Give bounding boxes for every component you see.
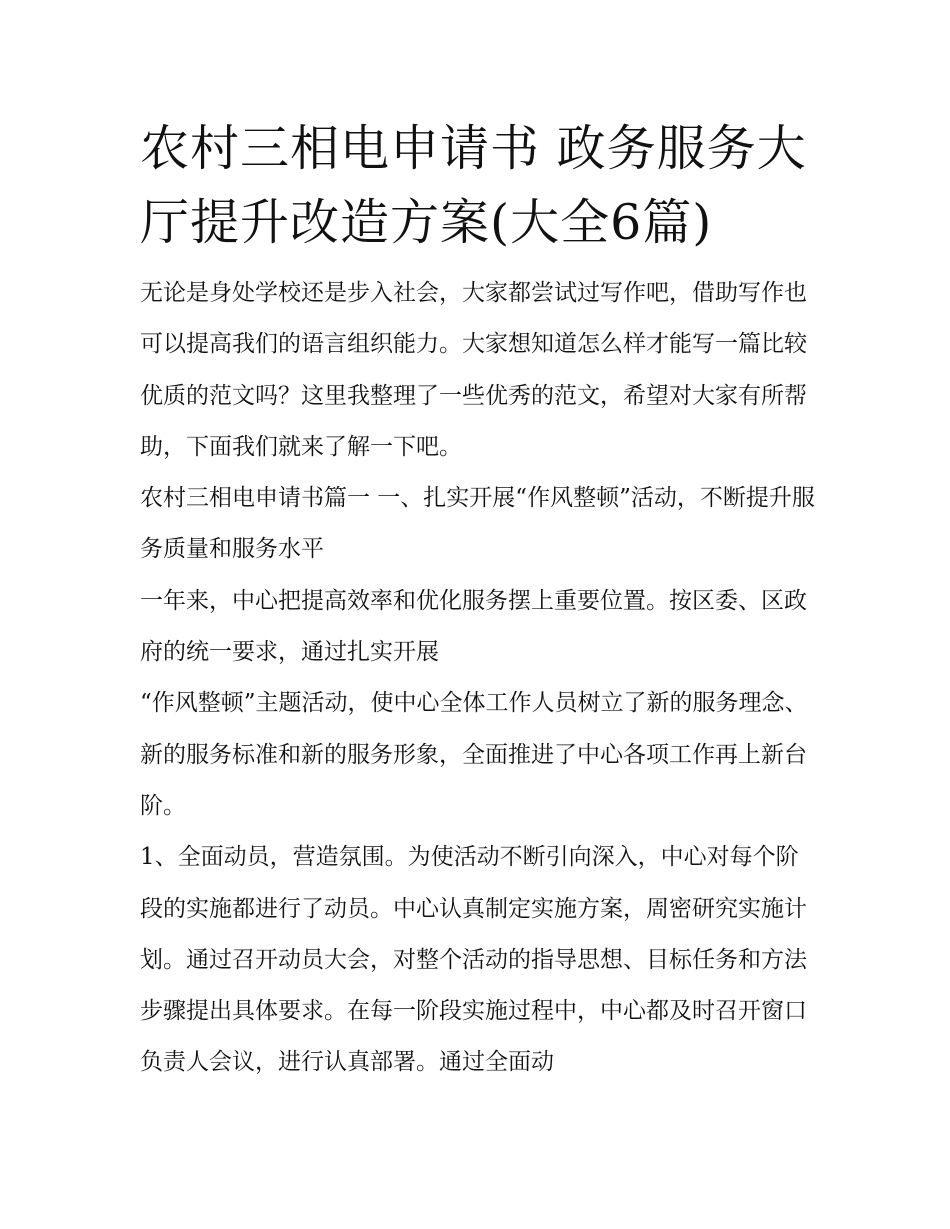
body-paragraph: 一年来，中心把提高效率和优化服务摆上重要位置。按区委、区政府的统一要求，通过扎实开展 <box>140 587 807 666</box>
document-body <box>140 112 820 1089</box>
intro-paragraph: 无论是身处学校还是步入社会，大家都尝试过写作吧，借助写作也可以提高我们的语言组织能力。大家想知道怎么样才能写一篇比较优质的范文吗？这里我整理了一些优秀的范文，希望对大家有所帮助，下面我们就来了解一下吧。 <box>140 280 807 460</box>
section-heading-paragraph: 农村三相电申请书篇一 一、扎实开展“作风整顿”活动，不断提升服务质量和服务水平 <box>140 485 815 563</box>
document-title: 农村三相电申请书 政务服务大厅提升改造方案(大全6篇) <box>140 120 807 251</box>
body-paragraph: “作风整顿”主题活动，使中心全体工作人员树立了新的服务理念、新的服务标准和新的服务形象，全面推进了中心各项工作再上新台阶。 <box>140 690 808 819</box>
numbered-paragraph: 1、全面动员，营造氛围。为使活动不断引向深入，中心对每个阶段的实施都进行了动员。中心认真制定实施方案，周密研究实施计划。通过召开动员大会，对整个活动的指导思想、目标任务和方法步骤提出具体要求。在每一阶段实施过程中，中心都及时召开窗口负责人会议，进行认真部署。通过全面动 <box>140 844 807 1076</box>
